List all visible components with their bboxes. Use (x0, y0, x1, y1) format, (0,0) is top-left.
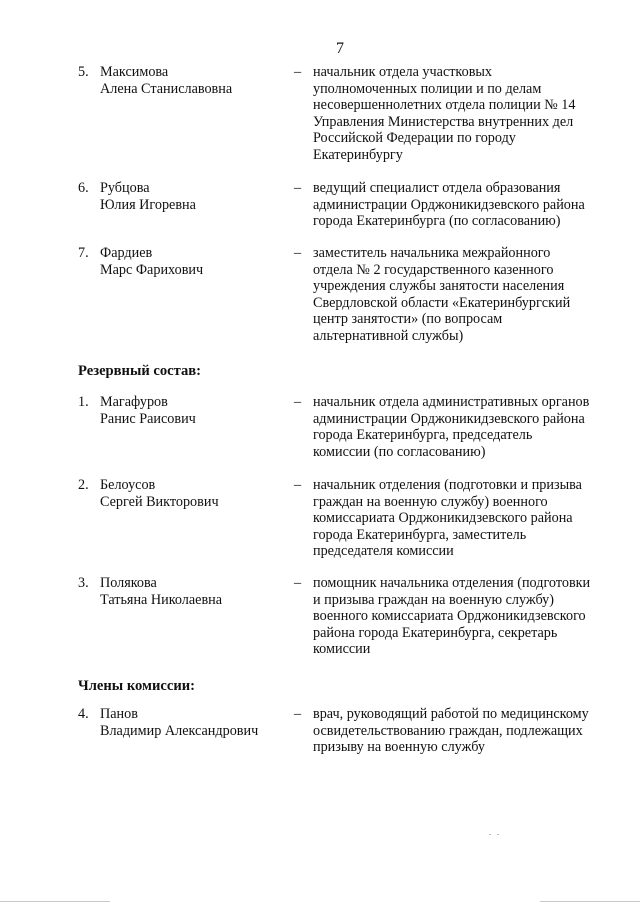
role-line: Управления Министерства внутренних дел (313, 113, 574, 130)
role-line: города Екатеринбурга (по согласованию) (313, 213, 561, 230)
role-line: Российской Федерации по городу (313, 130, 516, 147)
name-line: Ранис Раисович (100, 410, 196, 427)
role-line: центр занятости» (по вопросам (313, 311, 503, 328)
member-name (100, 180, 290, 213)
role-line: врач, руководящий работой по медицинскому (313, 706, 589, 722)
dash-separator: – (294, 180, 302, 196)
entry-number: 4. (78, 706, 89, 722)
reserve-heading: Резервный состав: (78, 363, 202, 379)
name-line: Фардиев (100, 245, 153, 261)
role-line: помощник начальника отделения (подготовки (313, 575, 591, 591)
role-line: уполномоченных полиции и по делам (313, 80, 542, 97)
role-line: военного комиссариата Орджоникидзевского (313, 608, 586, 625)
member-role (313, 575, 618, 658)
role-line: комиссии (по согласованию) (313, 443, 486, 460)
member-role (313, 180, 618, 230)
role-line: и призыва граждан на военную службу) (313, 591, 554, 608)
scan-speck (497, 834, 499, 835)
name-line: Рубцова (100, 180, 150, 196)
entry-number: 1. (78, 394, 89, 410)
member-name (100, 394, 290, 427)
role-line: отдела № 2 государственного казенного (313, 261, 554, 278)
role-line: комиссариата Орджоникидзевского района (313, 510, 573, 527)
name-line: Панов (100, 706, 138, 722)
name-line: Марс Фарихович (100, 261, 204, 278)
role-line: учреждения службы занятости населения (313, 278, 565, 295)
dash-separator: – (294, 706, 302, 722)
role-line: освидетельствованию граждан, подлежащих (313, 722, 583, 739)
dash-separator: – (294, 575, 302, 591)
role-line: района города Екатеринбурга, секретарь (313, 624, 558, 641)
page-number: 7 (336, 40, 344, 57)
scan-edge-line (540, 901, 640, 902)
role-line: граждан на военную службу) военного (313, 493, 548, 510)
member-role (313, 706, 618, 756)
entry-number: 3. (78, 575, 89, 591)
role-line: комиссии (313, 641, 371, 658)
role-line: ведущий специалист отдела образования (313, 180, 561, 196)
role-line: начальник отделения (подготовки и призыва (313, 477, 582, 493)
members-heading: Члены комиссии: (78, 678, 196, 694)
name-line: Максимова (100, 64, 169, 80)
dash-separator: – (294, 477, 302, 493)
member-role (313, 394, 618, 460)
role-line: председателя комиссии (313, 543, 454, 560)
name-line: Юлия Игоревна (100, 196, 196, 213)
scan-speck (489, 834, 491, 835)
member-name (100, 706, 290, 739)
dash-separator: – (294, 245, 302, 261)
name-line: Алена Станиславовна (100, 80, 233, 97)
role-line: альтернативной службы) (313, 327, 464, 344)
role-line: начальник отдела административных органов (313, 394, 590, 410)
member-name (100, 477, 290, 510)
role-line: призыву на военную службу (313, 739, 485, 756)
role-line: несовершеннолетних отдела полиции № 14 (313, 97, 576, 114)
entry-number: 6. (78, 180, 89, 196)
role-line: заместитель начальника межрайонного (313, 245, 551, 261)
dash-separator: – (294, 64, 302, 80)
name-line: Магафуров (100, 394, 168, 410)
name-line: Владимир Александрович (100, 722, 259, 739)
dash-separator: – (294, 394, 302, 410)
name-line: Татьяна Николаевна (100, 591, 223, 608)
member-role (313, 245, 618, 345)
scan-edge-line (0, 901, 110, 902)
role-line: начальник отдела участковых (313, 64, 493, 80)
role-line: города Екатеринбурга, председатель (313, 427, 533, 444)
member-role (313, 64, 618, 164)
name-line: Сергей Викторович (100, 493, 219, 510)
member-role (313, 477, 618, 560)
role-line: города Екатеринбурга, заместитель (313, 526, 527, 543)
name-line: Полякова (100, 575, 157, 591)
member-name (100, 575, 290, 608)
role-line: Свердловской области «Екатеринбургский (313, 294, 571, 311)
role-line: администрации Орджоникидзевского района (313, 410, 585, 427)
role-line: Екатеринбургу (313, 146, 403, 163)
member-name (100, 245, 290, 278)
role-line: администрации Орджоникидзевского района (313, 196, 585, 213)
member-name (100, 64, 290, 97)
entry-number: 5. (78, 64, 89, 80)
entry-number: 2. (78, 477, 89, 493)
entry-number: 7. (78, 245, 89, 261)
name-line: Белоусов (100, 477, 156, 493)
